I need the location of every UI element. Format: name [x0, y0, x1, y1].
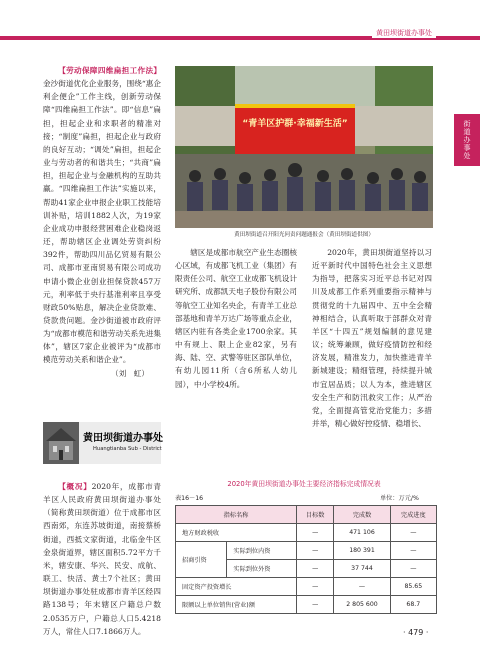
side-tab: 街道办事处 [454, 114, 480, 166]
overview-paragraph-2: 辖区是成都市航空产业生态圈核心区域，有成都飞机工业（集团）有限责任公司、航空工业成都飞机设计研究所、成都凯天电子股份有限公司等航空工业知名央企，有青羊工业总部基地和青羊万达广场等重点企业，辖区内驻有各类企业1700余家。其中有规上、限上企业82家，另有海、陆、空、武警等驻区部队单位，有幼儿园11所（含6所私人幼儿园），中小学校4所。 [175, 248, 297, 389]
labor-paragraph [43, 64, 161, 367]
row-target: — [297, 524, 334, 542]
row-progress: 85.65 [390, 578, 436, 596]
row-progress: — [390, 542, 436, 560]
row-progress: 68.7 [390, 596, 436, 614]
table-number: 表16－16 [175, 495, 204, 502]
row-done: 2 805 600 [334, 596, 390, 614]
row-name: 限额以上单位销售(营业)额 [176, 596, 297, 614]
overview-paragraph-1 [43, 480, 161, 638]
photo-caption: 黄田坝街道召开阳光问责问题通报会（黄田坝街道供图） [234, 232, 374, 238]
header-target: 目标数 [297, 506, 334, 524]
overview-heading: 【概况】 [58, 482, 92, 491]
row-name: 固定资产投资增长 [176, 578, 297, 596]
table-row [176, 524, 437, 542]
row-name: 地方财政税收 [176, 524, 297, 542]
row-target: — [297, 542, 334, 560]
overview-right [312, 246, 432, 430]
overview-middle [175, 246, 297, 391]
row-done: 180 391 [334, 542, 390, 560]
table-header-row [176, 506, 437, 524]
labor-heading: 【劳动保障四维扁担工作法】 [58, 66, 161, 75]
overview-start [43, 480, 161, 638]
banner-title: 黄田坝街道办事处 [83, 433, 163, 444]
labor-section [43, 64, 161, 380]
overview-text-1: 2020年，成都市青羊区人民政府黄田坝街道办事处（简称黄田坝街道）位于成都市区西南郊，东连苏坡街道，南接蔡桥街道，西抵文家街道，北临金牛区金泉街道界，辖区面积5.72平方千米，辖安康、华兴、民安、成航、联工、快活、黄土7个社区；黄田坝街道办事处驻成都市青羊区经四路138号；年末辖区户籍总户数2.0535万户，户籍总人口5.4218万人，常住人口7.1866万人。 [43, 482, 162, 636]
table-row [176, 578, 437, 596]
labor-text: 金沙街道优化企业服务，围绕“惠企利企便企”工作主线，创新劳动保障“四维扁担工作法”。即“信息”扁担，担起企业和求职者的精准对接；“制度”扁担，担起企业与政府的良好互动；“调处”扁担，担起企业与劳动者的和谐共生；“共商”扁担，担起企业与金融机构的互助共赢。“四维扁担工作法”实施以来，帮助41家企业申报企业职工技能培训补贴，培训1882人次，为19家企业成功申报经营困难企业稳岗返还，帮助辖区企业调处劳资纠纷392件，帮助四川品亿贸易有限公司、成都市亚南贸易有限公司成功申请小微企业创业担保贷款457万元，利率低于央行基准利率且享受财政50%贴息，解决企业贷款难、贷款贵问题。金沙街道被市政府评为“成都市模范和谐劳动关系先进集体”，辖区7家企业被评为“成都市模范劳动关系和谐企业”。 [43, 79, 161, 365]
row-target: — [297, 578, 334, 596]
row-done: — [334, 578, 390, 596]
row-group: 招商引资 [176, 542, 227, 578]
stage-banner-text: “青羊区护群·幸福新生活” [242, 119, 348, 129]
row-done: 471 106 [334, 524, 390, 542]
table-row [176, 542, 437, 560]
header-progress: 完成进度 [390, 506, 436, 524]
meeting-photo [175, 66, 433, 228]
row-name: 实际到位外资 [227, 560, 297, 578]
banner-subtitle: Huangtianba Sub - District [93, 446, 162, 452]
page-header [0, 0, 480, 52]
page-number: · 479 · [403, 628, 429, 637]
table-title: 2020年黄田坝街道办事处主要经济指标完成情况表 [227, 480, 381, 488]
table-unit: 单位：万元/% [380, 495, 419, 502]
row-name: 实际到位内资 [227, 542, 297, 560]
row-done: 37 744 [334, 560, 390, 578]
building-icon [43, 422, 79, 464]
row-progress: — [390, 560, 436, 578]
row-target: — [297, 560, 334, 578]
row-progress: — [390, 524, 436, 542]
header-done: 完成数 [334, 506, 390, 524]
labor-author: （刘 虹） [111, 368, 149, 378]
section-banner [43, 422, 161, 464]
header-indicator: 指标名称 [176, 506, 297, 524]
overview-paragraph-3: 2020年，黄田坝街道坚持以习近平新时代中国特色社会主义思想为指导，把落实习近平总书记对四川及成都工作系列重要指示精神与贯彻党的十九届四中、五中全会精神相结合，认真听取于部群众对青羊区“十四五”规划编制的意见建议；统筹兼顾，做好疫情防控和经济发展，精准发力，加快推进青羊新城建设；精细管理，持续提升城市宜居品质；以人为本，推进辖区安全生产和防汛救灾工作；从严治党，全面提高管党治党能力；多措并举，精心做好控疫情、稳增长、 [312, 248, 432, 429]
row-target: — [297, 596, 334, 614]
header-section-title: 黄田坝街道办事处 [372, 28, 436, 38]
table-row [176, 596, 437, 614]
economic-indicators-table [175, 505, 437, 614]
